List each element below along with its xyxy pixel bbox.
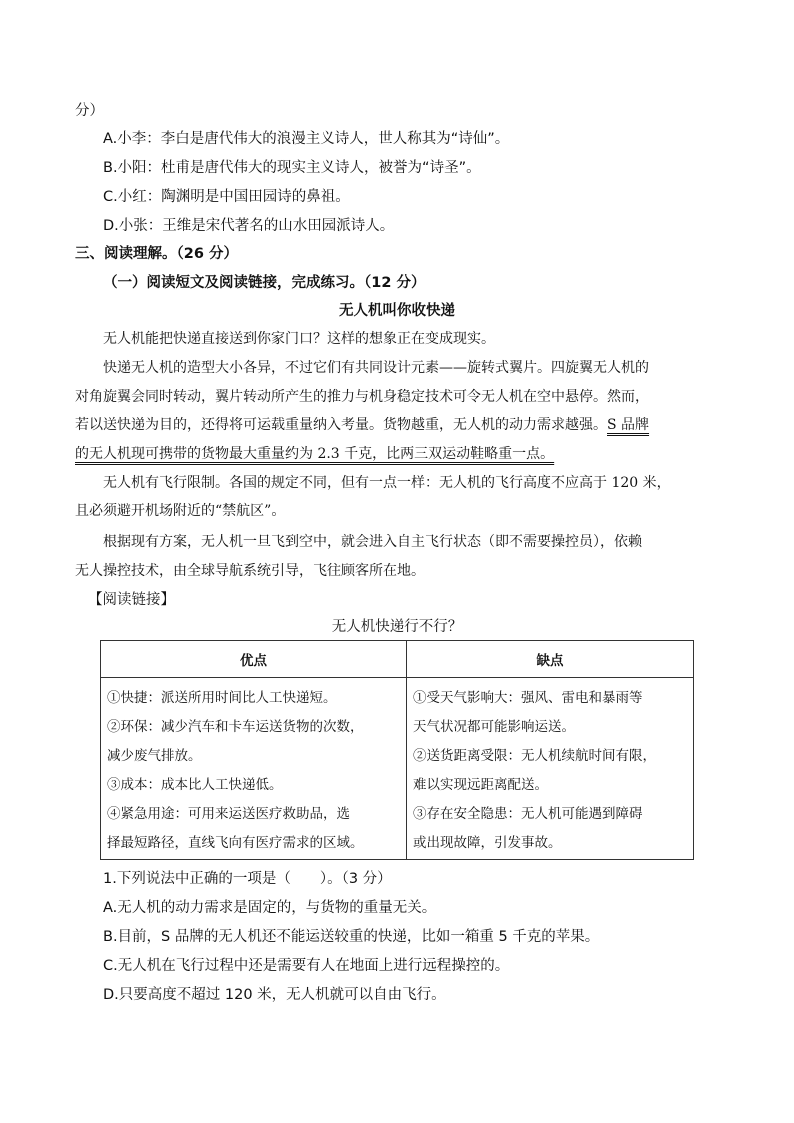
comparison-table xyxy=(100,640,694,860)
article-text: 若以送快递为目的，还得将可运载重量纳入考量。货物越重，无人机的动力需求越强。 xyxy=(75,417,607,433)
underlined-text: 的无人机现可携带的货物最大重量约为 2.3 千克，比两三双运动鞋略重一点。 xyxy=(75,446,555,462)
cons-line: 或出现故障，引发事故。 xyxy=(413,835,562,851)
table-caption: 无人机快递行不行？ xyxy=(331,619,463,635)
pros-line: ②环保：减少汽车和卡车运送货物的次数， xyxy=(107,719,364,735)
pros-line: 减少废气排放。 xyxy=(107,748,202,764)
header-pros: 优点 xyxy=(101,641,407,678)
pros-line: ④紧急用途：可用来运送医疗救助品，选 xyxy=(107,806,350,822)
pros-line: ③成本：成本比人工快递低。 xyxy=(107,777,283,793)
option-d: D.小张：王维是宋代著名的山水田园派诗人。 xyxy=(103,218,395,234)
article-line: 快递无人机的造型大小各异，不过它们有共同设计元素——旋转式翼片。四旋翼无人机的 xyxy=(103,360,649,376)
article-line: 对角旋翼会同时转动，翼片转动所产生的推力与机身稳定技术可令无人机在空中悬停。然而， xyxy=(75,389,649,405)
option-b: B.小阳：杜甫是唐代伟大的现实主义诗人，被誉为“诗圣”。 xyxy=(103,160,481,176)
pros-line: ①快捷：派送所用时间比人工快递短。 xyxy=(107,690,337,706)
pros-cell xyxy=(101,678,407,860)
pros-line: 择最短路径，直线飞向有医疗需求的区域。 xyxy=(107,835,364,851)
header-cons: 缺点 xyxy=(407,641,694,678)
table-row xyxy=(101,678,694,860)
text-fragment: 分） xyxy=(75,103,104,119)
reading-link-heading: 【阅读链接】 xyxy=(88,592,175,608)
option-c: C.小红：陶渊明是中国田园诗的鼻祖。 xyxy=(103,189,350,205)
cons-line: ①受天气影响大：强风、雷电和暴雨等 xyxy=(413,690,643,706)
question-stem: 1.下列说法中正确的一项是（ ）。（3 分） xyxy=(103,871,392,887)
question-option-c: C.无人机在飞行过程中还是需要有人在地面上进行远程操控的。 xyxy=(103,958,510,974)
question-option-d: D.只要高度不超过 120 米，无人机就可以自由飞行。 xyxy=(103,987,446,1003)
sub-title: （一）阅读短文及阅读链接，完成练习。（12 分） xyxy=(103,275,426,291)
question-option-b: B.目前，S 品牌的无人机还不能运送较重的快递，比如一箱重 5 千克的苹果。 xyxy=(103,929,600,945)
cons-line: 天气状况都可能影响运送。 xyxy=(413,719,575,735)
article-line: 无人机有飞行限制。各国的规定不同，但有一点一样：无人机的飞行高度不应高于 120 米， xyxy=(103,475,671,491)
article-line: 无人操控技术，由全球导航系统引导，飞往顾客所在地。 xyxy=(75,563,425,579)
cons-cell xyxy=(407,678,694,860)
article-line: 且必须避开机场附近的“禁航区”。 xyxy=(75,503,286,519)
underlined-text: S 品牌 xyxy=(607,417,650,433)
section-title: 三、阅读理解。（26 分） xyxy=(75,246,238,262)
article-line: 根据现有方案，无人机一旦飞到空中，就会进入自主飞行状态（即不需要操控员），依赖 xyxy=(103,534,642,550)
question-option-a: A.无人机的动力需求是固定的，与货物的重量无关。 xyxy=(103,900,437,916)
article-line xyxy=(75,414,649,434)
cons-line: ②送货距离受限：无人机续航时间有限， xyxy=(413,748,656,764)
article-title: 无人机叫你收快递 xyxy=(339,303,455,319)
article-line: 无人机能把快递直接送到你家门口？这样的想象正在变成现实。 xyxy=(103,331,495,347)
cons-line: ③存在安全隐患：无人机可能遇到障碍 xyxy=(413,806,643,822)
option-a: A.小李：李白是唐代伟大的浪漫主义诗人，世人称其为“诗仙”。 xyxy=(103,131,510,147)
cons-line: 难以实现远距离配送。 xyxy=(413,777,548,793)
table-header-row xyxy=(101,641,694,678)
